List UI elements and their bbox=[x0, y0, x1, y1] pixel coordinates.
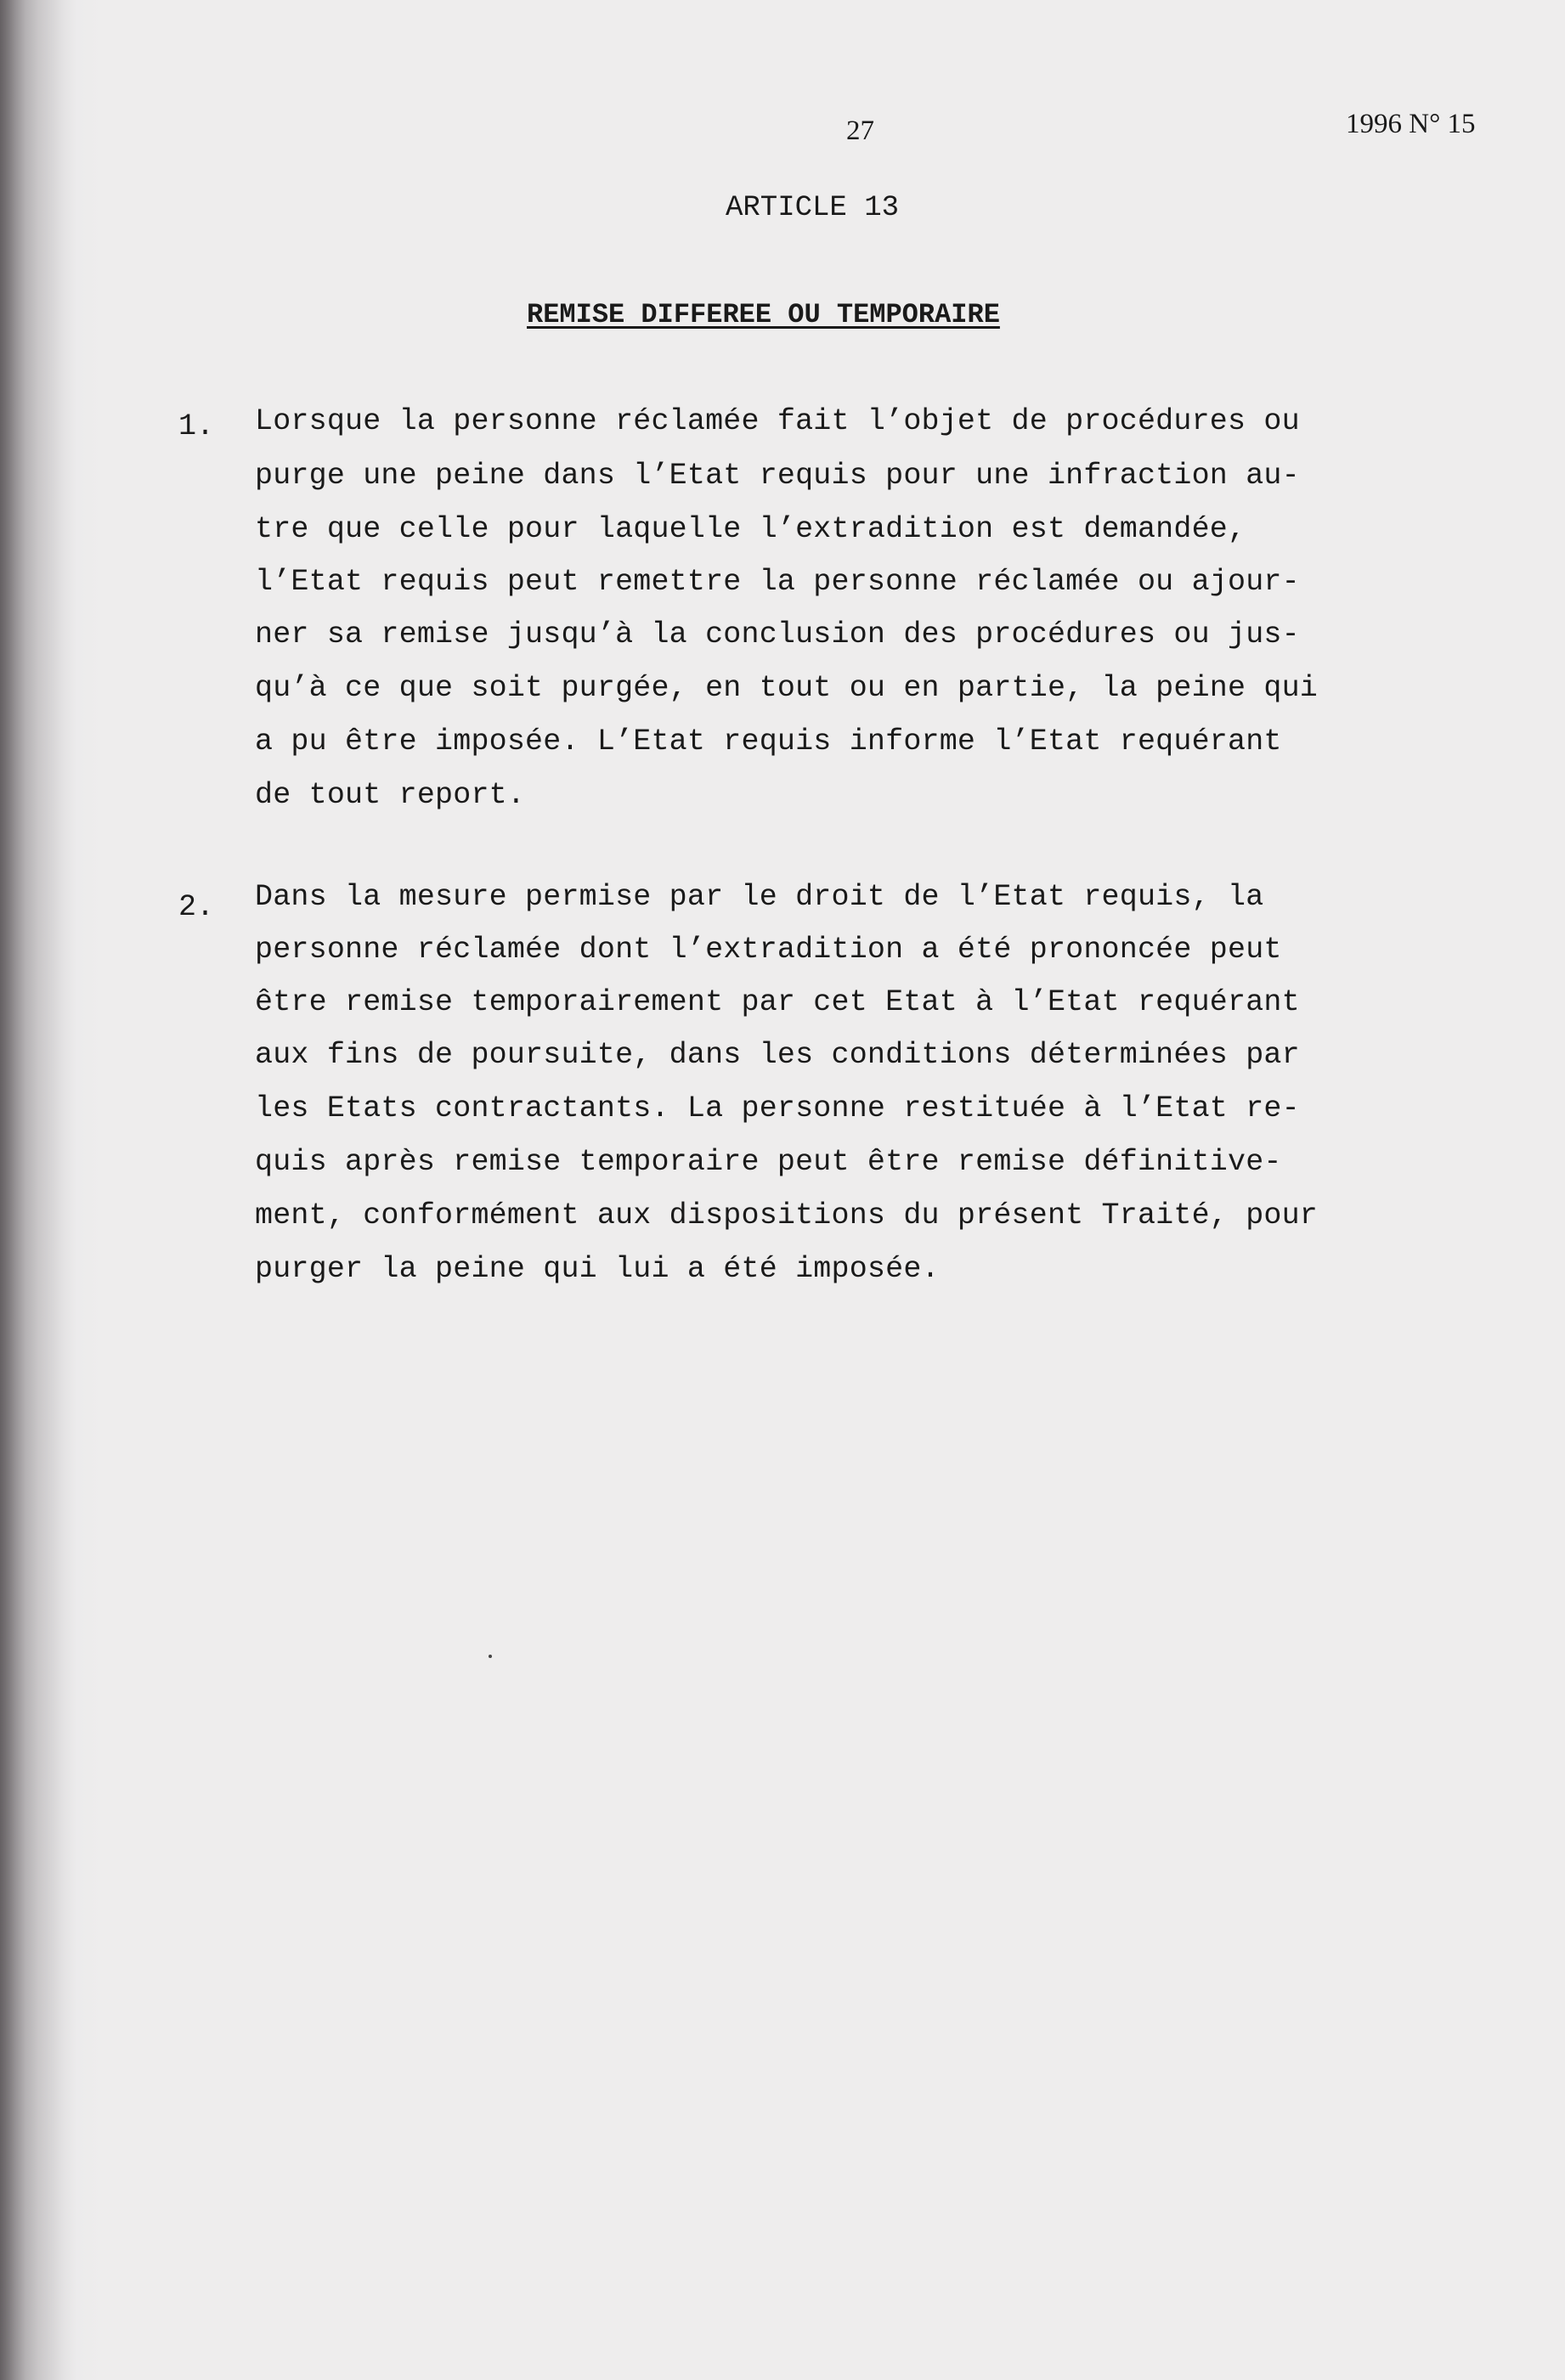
paragraph-line: ner sa remise jusqu’à la conclusion des procédures ou jus- bbox=[255, 618, 1300, 651]
paragraph-line: être remise temporairement par cet Etat à l’Etat requérant bbox=[255, 985, 1300, 1019]
paragraph-line: les Etats contractants. La personne restituée à l’Etat re- bbox=[255, 1091, 1300, 1125]
paragraph-line: purger la peine qui lui a été imposée. bbox=[255, 1252, 940, 1286]
paragraph-line: l’Etat requis peut remettre la personne réclamée ou ajour- bbox=[255, 565, 1300, 599]
paragraph-number: 2. bbox=[178, 890, 215, 924]
paragraph-line: qu’à ce que soit purgée, en tout ou en partie, la peine qui bbox=[255, 671, 1319, 705]
paragraph-line: tre que celle pour laquelle l’extradition est demandée, bbox=[255, 512, 1246, 546]
article-heading: ARTICLE 13 bbox=[726, 192, 900, 224]
binding-shadow bbox=[0, 0, 76, 2380]
paragraph-line: purge une peine dans l’Etat requis pour une infraction au- bbox=[255, 459, 1300, 493]
paragraph-line: personne réclamée dont l’extradition a été prononcée peut bbox=[255, 933, 1282, 967]
paragraph-line: a pu être imposée. L’Etat requis informe l’Etat requérant bbox=[255, 725, 1282, 759]
paragraph-line: de tout report. bbox=[255, 778, 526, 812]
paragraph-line: ment, conformément aux dispositions du présent Traité, pour bbox=[255, 1198, 1319, 1232]
document-reference: 1996 N° 15 bbox=[1346, 109, 1476, 139]
paragraph-number: 1. bbox=[178, 409, 215, 443]
page-number: 27 bbox=[846, 116, 874, 146]
section-title: REMISE DIFFEREE OU TEMPORAIRE bbox=[527, 299, 1000, 330]
paragraph-line: Lorsque la personne réclamée fait l’objet de procédures ou bbox=[255, 404, 1300, 438]
ink-speck bbox=[489, 1655, 492, 1658]
paragraph-line: Dans la mesure permise par le droit de l’Etat requis, la bbox=[255, 880, 1264, 914]
paragraph-line: aux fins de poursuite, dans les conditions déterminées par bbox=[255, 1038, 1300, 1072]
paragraph-line: quis après remise temporaire peut être remise définitive- bbox=[255, 1145, 1282, 1179]
